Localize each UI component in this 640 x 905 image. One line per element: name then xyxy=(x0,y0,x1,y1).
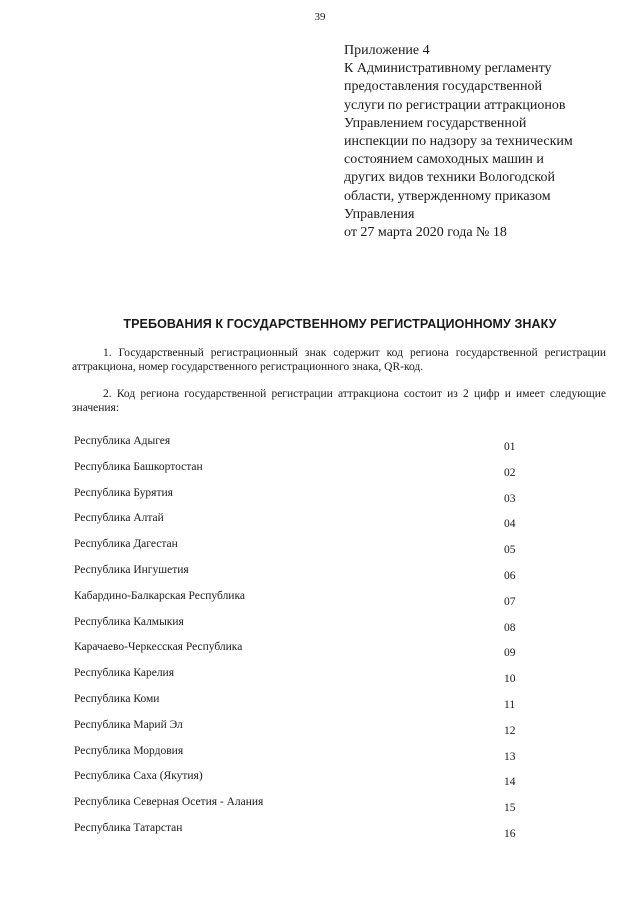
appendix-line: состоянием самоходных машин и xyxy=(344,152,544,168)
region-code: 12 xyxy=(504,724,516,737)
region-code: 09 xyxy=(504,647,516,660)
appendix-line: инспекции по надзору за техническим xyxy=(344,134,573,150)
region-code: 16 xyxy=(504,827,516,840)
region-code: 15 xyxy=(504,802,516,815)
appendix-line: Управлением государственной xyxy=(344,115,527,131)
region-code-list xyxy=(74,431,534,844)
region-row xyxy=(74,586,534,612)
paragraph-1: 1. Государственный регистрационный знак содержит код региона государственной регистрации аттракциона, номер государственного регистрационного знака, QR-код. xyxy=(72,347,606,373)
region-name: Республика Саха (Якутия) xyxy=(74,770,203,783)
region-name: Республика Калмыкия xyxy=(74,615,184,628)
appendix-line: услуги по регистрации аттракционов xyxy=(344,97,566,113)
appendix-line: других видов техники Вологодской xyxy=(344,170,555,186)
region-code: 01 xyxy=(504,441,516,453)
region-code: 04 xyxy=(504,518,516,531)
region-name: Республика Мордовия xyxy=(74,744,184,757)
appendix-line: Приложение 4 xyxy=(344,43,430,58)
region-row xyxy=(74,741,534,767)
page-number: 39 xyxy=(314,11,326,23)
region-name: Республика Марий Эл xyxy=(74,718,183,731)
region-row xyxy=(74,534,534,560)
region-code: 03 xyxy=(504,492,516,505)
region-code: 11 xyxy=(504,698,516,711)
region-row xyxy=(74,715,534,741)
document-heading: ТРЕБОВАНИЯ К ГОСУДАРСТВЕННОМУ РЕГИСТРАЦИОННОМУ ЗНАКУ xyxy=(123,317,557,331)
region-code: 14 xyxy=(504,776,516,789)
region-name: Кабардино-Балкарская Республика xyxy=(74,589,245,602)
appendix-line: от 27 марта 2020 года № 18 xyxy=(344,225,507,241)
paragraph-2: 2. Код региона государственной регистрации аттракциона состоит из 2 цифр и имеет следующие значения: xyxy=(72,388,606,414)
region-row xyxy=(74,689,534,715)
region-row xyxy=(74,766,534,792)
region-code: 13 xyxy=(504,750,516,763)
appendix-line: К Административному регламенту xyxy=(344,61,552,77)
region-code: 10 xyxy=(504,673,516,686)
region-name: Республика Дагестан xyxy=(74,538,178,551)
region-row xyxy=(74,508,534,534)
appendix-line: Управления xyxy=(344,206,415,222)
region-row xyxy=(74,818,534,844)
region-code: 07 xyxy=(504,595,516,608)
region-name: Республика Алтай xyxy=(74,512,164,525)
region-code: 05 xyxy=(504,544,516,557)
region-row xyxy=(74,663,534,689)
region-row xyxy=(74,483,534,509)
region-name: Республика Адыгея xyxy=(74,435,171,447)
region-row xyxy=(74,792,534,818)
region-row xyxy=(74,457,534,483)
region-row xyxy=(74,612,534,638)
region-name: Карачаево-Черкесская Республика xyxy=(74,641,243,654)
appendix-header xyxy=(344,42,614,242)
region-row xyxy=(74,637,534,663)
region-name: Республика Северная Осетия - Алания xyxy=(74,796,264,809)
region-name: Республика Карелия xyxy=(74,667,175,680)
appendix-line: предоставления государственной xyxy=(344,79,543,95)
region-name: Республика Ингушетия xyxy=(74,563,189,576)
region-name: Республика Бурятия xyxy=(74,486,173,499)
region-row xyxy=(74,560,534,586)
region-code: 02 xyxy=(504,466,516,479)
region-code: 08 xyxy=(504,621,516,634)
region-code: 06 xyxy=(504,569,516,582)
region-name: Республика Татарстан xyxy=(74,821,183,834)
region-name: Республика Башкортостан xyxy=(74,460,203,473)
appendix-line: области, утвержденному приказом xyxy=(344,188,551,204)
region-name: Республика Коми xyxy=(74,692,160,705)
region-row xyxy=(74,431,534,457)
